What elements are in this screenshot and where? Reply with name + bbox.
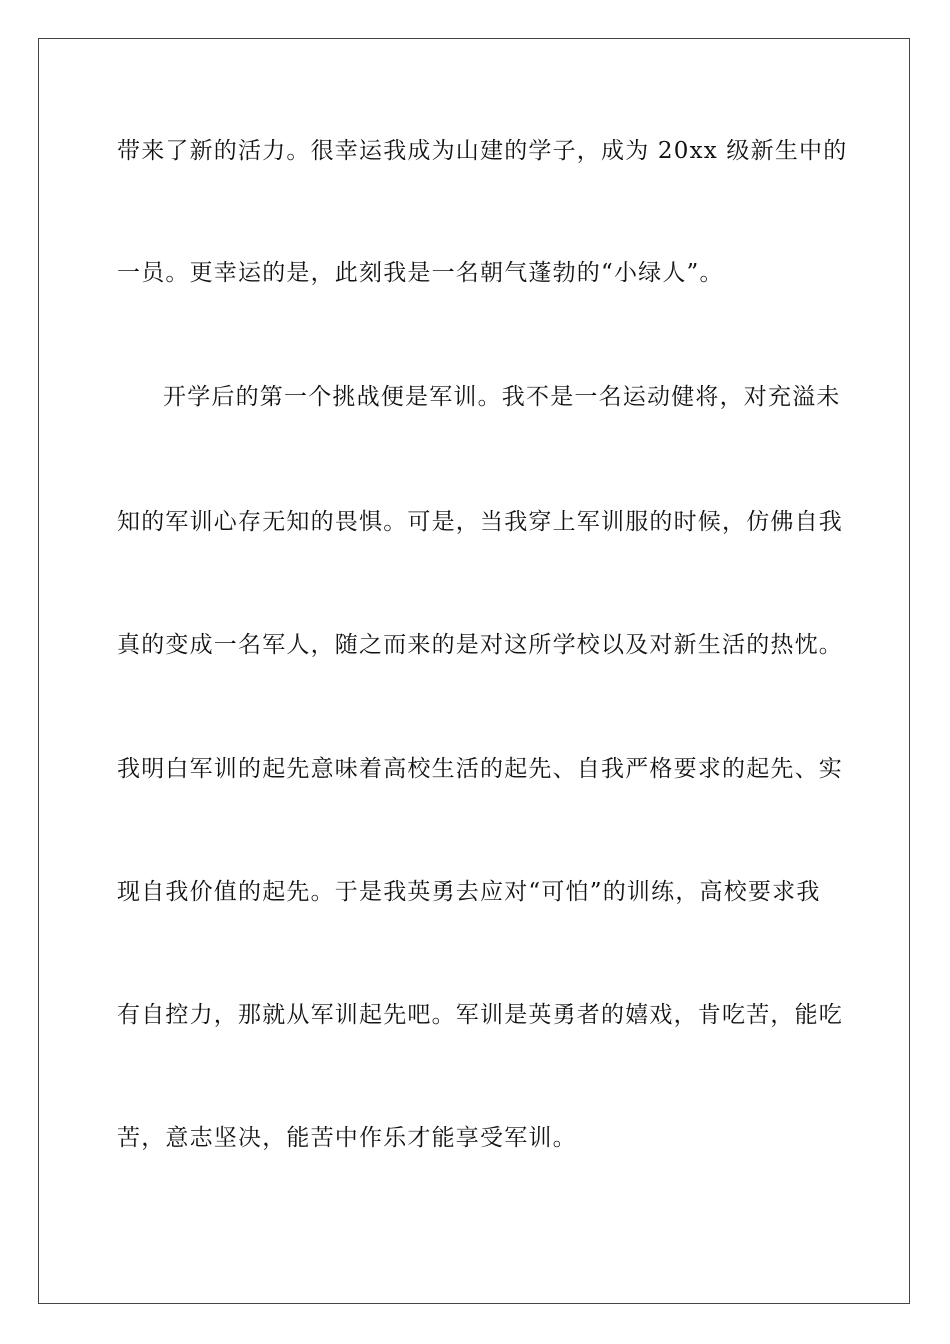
text-line: 现自我价值的起先。于是我英勇去应对“可怕”的训练，高校要求我 — [117, 879, 821, 905]
paragraph-start-line: 开学后的第一个挑战便是军训。我不是一名运动健将，对充溢未 — [163, 384, 841, 410]
text-line: 真的变成一名军人，随之而来的是对这所学校以及对新生活的热忱。 — [117, 632, 843, 658]
text-line: 带来了新的活力。很幸运我成为山建的学子，成为 20xx 级新生中的 — [117, 138, 848, 164]
text-line: 知的军训心存无知的畏惧。可是，当我穿上军训服的时候，仿佛自我 — [117, 509, 843, 535]
page-border — [38, 38, 910, 1304]
text-line: 我明白军训的起先意味着高校生活的起先、自我严格要求的起先、实 — [117, 756, 843, 782]
text-line: 苦，意志坚决，能苦中作乐才能享受军训。 — [117, 1125, 577, 1151]
text-line: 一员。更幸运的是，此刻我是一名朝气蓬勃的“小绿人”。 — [117, 260, 724, 286]
text-line: 有自控力，那就从军训起先吧。军训是英勇者的嬉戏，肯吃苦，能吃 — [117, 1002, 843, 1028]
